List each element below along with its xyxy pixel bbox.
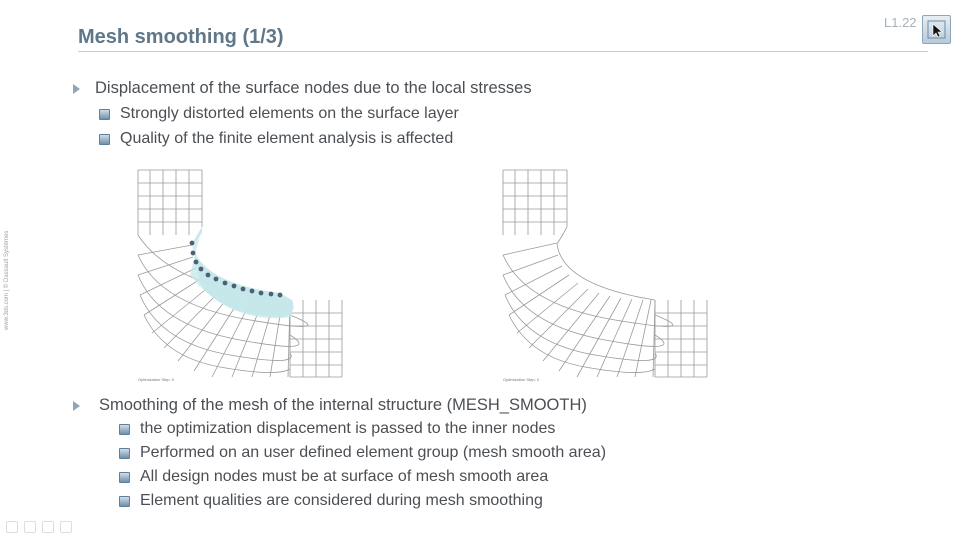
slide-nav-button[interactable] [922,15,951,44]
square-bullet-icon [119,472,130,483]
pen-icon[interactable] [24,521,36,533]
slide-title: Mesh smoothing (1/3) [78,26,284,48]
slide-nav-icon [923,16,950,43]
square-bullet-icon [119,448,130,459]
next-slide-icon[interactable] [60,521,72,533]
square-bullet-icon [119,496,130,507]
sub-bullet-1: Strongly distorted elements on the surface layer [120,105,459,122]
mesh-figure-distorted [130,165,350,385]
figure-caption-left: Optimization Step: 0 [138,377,175,382]
sub-bullet-2: Quality of the finite element analysis is affected [120,130,454,147]
figure-caption-right: Optimization Step: 0 [503,377,540,382]
sub-bullet-3: the optimization displacement is passed to the inner nodes [140,420,556,437]
slide-number: L1.22 [884,15,917,30]
sub-bullet-6: Element qualities are considered during mesh smoothing [140,492,543,509]
square-bullet-icon [99,109,110,120]
presentation-toolbar [6,521,72,533]
mesh-figure-smoothed [495,165,715,385]
prev-slide-icon[interactable] [6,521,18,533]
sub-bullet-5: All design nodes must be at surface of mesh smooth area [140,468,549,485]
triangle-bullet-icon [73,84,80,94]
title-divider [78,51,928,52]
sub-bullet-4: Performed on an user defined element group (mesh smooth area) [140,444,607,461]
bullet-main-bottom: Smoothing of the mesh of the internal structure (MESH_SMOOTH) [99,396,587,414]
square-bullet-icon [99,134,110,145]
bullet-main-top: Displacement of the surface nodes due to the local stresses [95,79,532,97]
side-credit: www.3ds.com | © Dassault Systèmes [4,230,10,330]
menu-icon[interactable] [42,521,54,533]
triangle-bullet-icon [73,401,80,411]
square-bullet-icon [119,424,130,435]
